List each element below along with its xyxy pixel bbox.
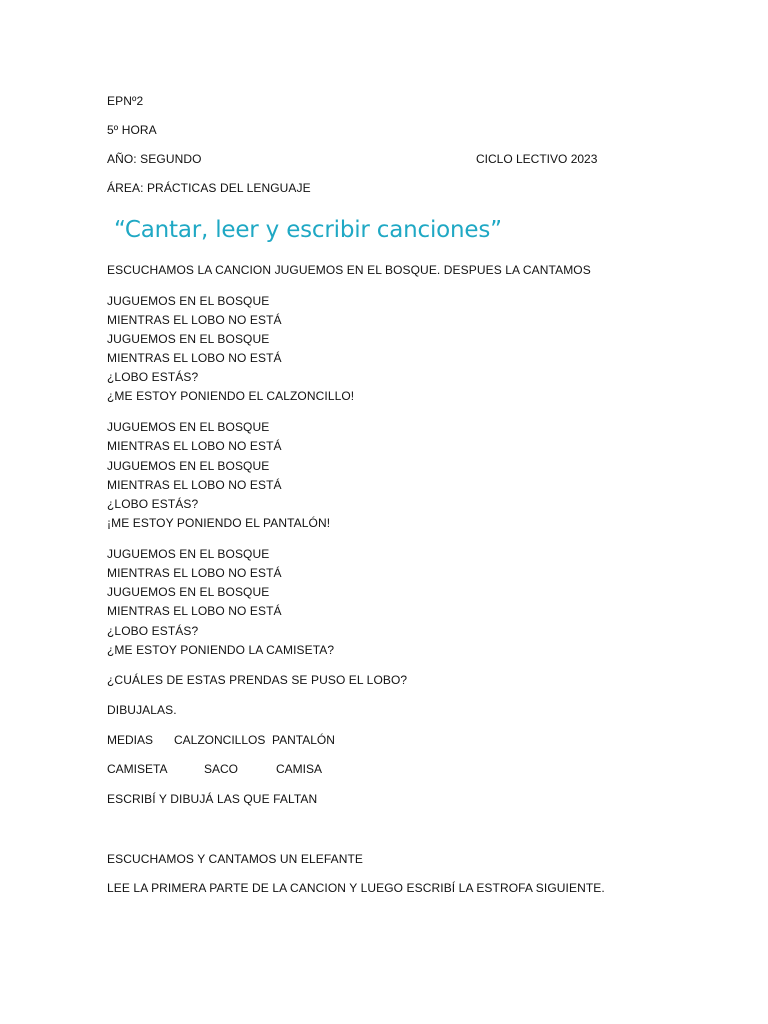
song-line: ¿ME ESTOY PONIENDO LA CAMISETA? [107,643,335,657]
garment-word: CAMISETA [107,762,168,776]
song-line: ¿LOBO ESTÁS? [107,370,199,384]
subject-area: ÁREA: PRÁCTICAS DEL LENGUAJE [107,181,311,195]
song-line: ¡ME ESTOY PONIENDO EL PANTALÓN! [107,516,331,530]
garment-word: CAMISA [276,762,323,776]
garment-word: MEDIAS [107,733,154,747]
instruction-write-missing: ESCRIBÍ Y DIBUJÁ LAS QUE FALTAN [107,792,318,806]
song-line: JUGUEMOS EN EL BOSQUE [107,547,270,561]
garment-word: SACO [204,762,239,776]
song-line: JUGUEMOS EN EL BOSQUE [107,420,270,434]
class-hour: 5º HORA [107,123,157,137]
garment-word: PANTALÓN [272,733,335,747]
song-line: MIENTRAS EL LOBO NO ESTÁ [107,313,282,327]
song-line: JUGUEMOS EN EL BOSQUE [107,332,270,346]
school-year: AÑO: SEGUNDO [107,152,202,166]
song-line: MIENTRAS EL LOBO NO ESTÁ [107,351,282,365]
song-line: ¿LOBO ESTÁS? [107,497,199,511]
school-cycle: CICLO LECTIVO 2023 [476,152,598,166]
instruction-draw: DIBUJALAS. [107,703,177,717]
question-garments: ¿CUÁLES DE ESTAS PRENDAS SE PUSO EL LOBO? [107,673,408,687]
song-line: MIENTRAS EL LOBO NO ESTÁ [107,566,282,580]
song-line: JUGUEMOS EN EL BOSQUE [107,585,270,599]
song-line: JUGUEMOS EN EL BOSQUE [107,294,270,308]
garment-word: CALZONCILLOS [174,733,266,747]
school-name: EPNº2 [107,94,144,108]
instruction-read-write: LEE LA PRIMERA PARTE DE LA CANCION Y LUEGO ESCRIBÍ LA ESTROFA SIGUIENTE. [107,881,605,895]
song-line: MIENTRAS EL LOBO NO ESTÁ [107,439,282,453]
song-line: JUGUEMOS EN EL BOSQUE [107,459,270,473]
song-line: ¿ME ESTOY PONIENDO EL CALZONCILLO! [107,389,355,403]
page-title: “Cantar, leer y escribir canciones” [114,217,502,243]
instruction-elephant-song: ESCUCHAMOS Y CANTAMOS UN ELEFANTE [107,852,364,866]
song-line: ¿LOBO ESTÁS? [107,624,199,638]
song-line: MIENTRAS EL LOBO NO ESTÁ [107,478,282,492]
song-line: MIENTRAS EL LOBO NO ESTÁ [107,604,282,618]
instruction-listen-song: ESCUCHAMOS LA CANCION JUGUEMOS EN EL BOSQUE. DESPUES LA CANTAMOS [107,263,591,277]
